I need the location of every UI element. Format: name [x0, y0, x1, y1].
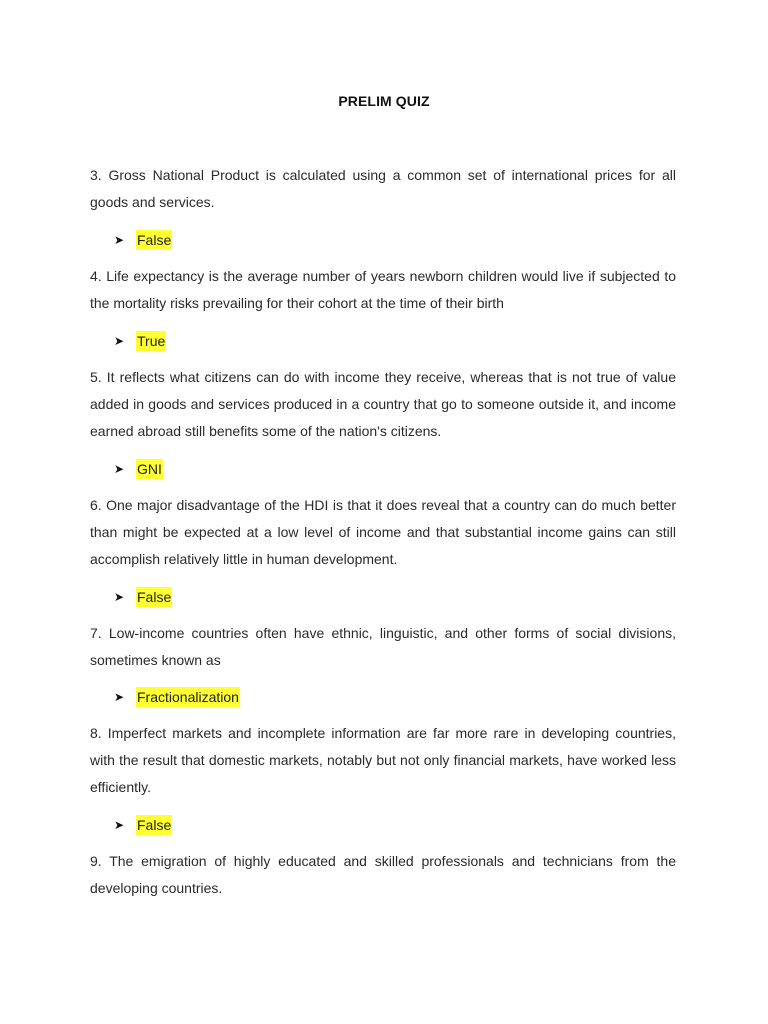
- arrowhead-bullet-icon: ➤: [114, 590, 125, 604]
- answer-highlight: False: [137, 232, 172, 248]
- answer-3: [114, 230, 172, 250]
- arrowhead-bullet-icon: ➤: [114, 334, 125, 348]
- arrowhead-bullet-icon: ➤: [114, 233, 125, 247]
- answer-4: [114, 331, 166, 351]
- question-3: 3. Gross National Product is calculated using a common set of international prices for all goods and services.: [90, 167, 676, 210]
- answer-highlight: True: [137, 333, 166, 349]
- question-4: 4. Life expectancy is the average number of years newborn children would live if subjected to the mortality risks prevailing for their cohort at the time of their birth: [90, 268, 676, 311]
- question-9: 9. The emigration of highly educated and skilled professionals and technicians from the developing countries.: [90, 853, 676, 896]
- page-title: PRELIM QUIZ: [338, 93, 430, 109]
- answer-highlight: Fractionalization: [137, 689, 239, 705]
- question-7: 7. Low-income countries often have ethnic, linguistic, and other forms of social divisions, sometimes known as: [90, 625, 676, 668]
- answer-7: [114, 687, 240, 707]
- question-5: 5. It reflects what citizens can do with income they receive, whereas that is not true of value added in goods and services produced in a country that go to someone outside it, and income earned abroad still benefits some of the nation's citizens.: [90, 369, 676, 439]
- answer-6: [114, 587, 172, 607]
- answer-5: [114, 459, 163, 479]
- arrowhead-bullet-icon: ➤: [114, 818, 125, 832]
- answer-highlight: False: [137, 817, 172, 833]
- question-8: 8. Imperfect markets and incomplete information are far more rare in developing countries, with the result that domestic markets, notably but not only financial markets, have worked less efficiently.: [90, 725, 676, 795]
- arrowhead-bullet-icon: ➤: [114, 690, 125, 704]
- arrowhead-bullet-icon: ➤: [114, 462, 125, 476]
- answer-8: [114, 815, 172, 835]
- answer-highlight: False: [137, 589, 172, 605]
- question-6: 6. One major disadvantage of the HDI is that it does reveal that a country can do much better than might be expected at a low level of income and that substantial income gains can still accomplish relatively little in human development.: [90, 497, 676, 567]
- answer-highlight: GNI: [137, 461, 162, 477]
